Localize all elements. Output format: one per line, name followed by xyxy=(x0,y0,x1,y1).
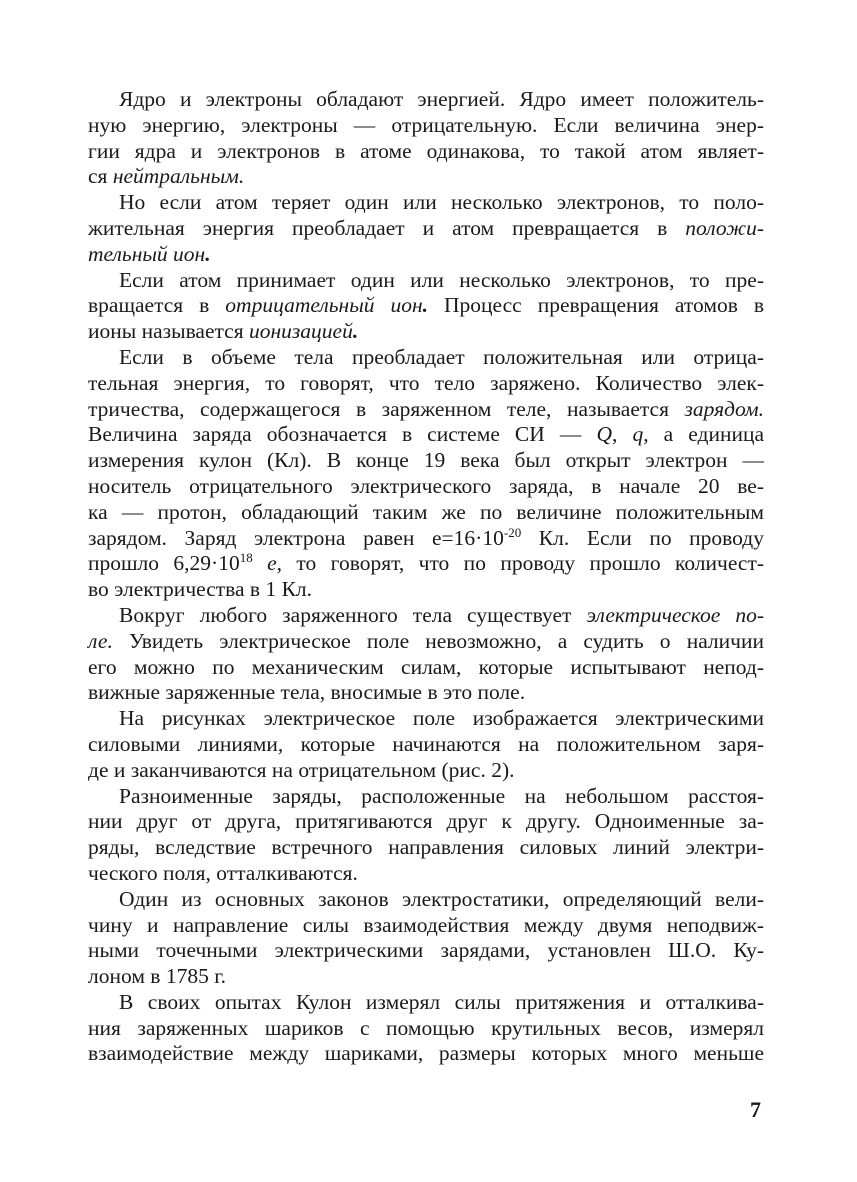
text-run: измерения кулон (Кл). В конце 19 века был открыт электрон — xyxy=(88,448,764,473)
text-line xyxy=(88,87,764,113)
page-number: 7 xyxy=(750,1097,761,1122)
text-line xyxy=(88,861,764,887)
text-run: ся xyxy=(88,164,113,189)
text-line xyxy=(88,422,764,448)
text-line xyxy=(88,113,764,139)
text-line xyxy=(88,732,764,758)
emphasized-text: q xyxy=(632,422,644,447)
text-run: Если атом принимает один или несколько электронов, то пре- xyxy=(119,267,764,292)
text-run: В своих опытах Кулон измерял силы притяжения и отталкива- xyxy=(119,989,764,1014)
emphasized-text: отрицательный ион xyxy=(225,293,423,318)
text-line xyxy=(88,577,764,603)
text-line xyxy=(88,474,764,500)
text-run: Если в объеме тела преобладает положительная или отрица- xyxy=(119,344,764,369)
text-run: тельная энергия, то говорят, что тело заряжено. Количество элек- xyxy=(88,370,764,395)
emphasized-text: нейтральным. xyxy=(112,164,245,189)
emphasized-text: положи- xyxy=(685,215,764,240)
text-line xyxy=(88,887,764,913)
text-line xyxy=(88,371,764,397)
emphasized-text: е xyxy=(267,551,277,576)
text-run: Разноименные заряды, расположенные на небольшом расстоя- xyxy=(119,783,764,808)
emphasized-text: . xyxy=(422,293,429,318)
text-run: нии друг от друга, притягиваются друг к другу. Одноименные за- xyxy=(88,809,764,834)
text-run: его можно по механическим силам, которые испытывают непод- xyxy=(88,654,764,679)
text-run: вращается в xyxy=(88,293,226,318)
text-line xyxy=(88,216,764,242)
text-line xyxy=(88,938,764,964)
text-run: во электричества в 1 Кл. xyxy=(88,577,313,602)
text-line xyxy=(88,448,764,474)
emphasized-text: тельный ион xyxy=(88,241,206,266)
paragraph xyxy=(88,345,764,603)
text-run: силовыми линиями, которые начинаются на положительном заря- xyxy=(88,731,764,756)
paragraph xyxy=(88,603,764,706)
text-line xyxy=(88,784,764,810)
text-line xyxy=(88,680,764,706)
text-line xyxy=(88,758,764,784)
text-line xyxy=(88,319,764,345)
text-run: ную энергию, электроны — отрицательную. Если величина энер- xyxy=(88,112,764,137)
text-line xyxy=(88,345,764,371)
text-line xyxy=(88,835,764,861)
text-run: вижные заряженные тела, вносимые в это поле. xyxy=(88,680,526,705)
text-run: ния заряженных шариков с помощью крутильных весов, измерял xyxy=(88,1015,764,1040)
paragraph xyxy=(88,784,764,887)
text-run: , xyxy=(611,422,633,447)
text-line xyxy=(88,990,764,1016)
text-line xyxy=(88,139,764,165)
text-line xyxy=(88,706,764,732)
text-line xyxy=(88,629,764,655)
text-run: прошло 6,29·10 xyxy=(88,551,240,576)
text-line xyxy=(88,964,764,990)
paragraph xyxy=(88,87,764,190)
text-run: Вокруг любого заряженного тела существует xyxy=(119,602,587,627)
text-run: ка — протон, обладающий таким же по величине положительным xyxy=(88,499,764,524)
emphasized-text: . xyxy=(352,319,359,344)
text-line xyxy=(88,1016,764,1042)
text-run: ными точечными электрическими зарядами, установлен Ш.О. Ку- xyxy=(88,938,764,963)
text-run: ческого поля, отталкиваются. xyxy=(88,860,358,885)
text-run: Но если атом теряет один или несколько электронов, то поло- xyxy=(119,190,764,215)
text-run: носитель отрицательного электрического заряда, в начале 20 ве- xyxy=(88,473,764,498)
text-line xyxy=(88,551,764,577)
text-run xyxy=(253,551,267,575)
emphasized-text: ле. xyxy=(88,628,113,653)
text-run: , то говорят, что по проводу прошло количест- xyxy=(276,551,765,576)
emphasized-text: . xyxy=(205,241,211,266)
text-line xyxy=(88,809,764,835)
text-line xyxy=(88,603,764,629)
paragraph xyxy=(88,190,764,267)
text-run: Процесс превращения атомов в xyxy=(428,293,764,318)
paragraph xyxy=(88,990,764,1067)
text-line xyxy=(88,1041,764,1067)
text-line xyxy=(88,913,764,939)
emphasized-text: ионизацией xyxy=(249,319,353,344)
text-run: тричества, содержащегося в заряженном теле, называется xyxy=(88,396,685,421)
text-run: ионы называется xyxy=(88,319,249,344)
text-run: , а единица xyxy=(643,422,765,447)
text-run: На рисунках электрическое поле изображается электрическими xyxy=(119,706,764,731)
text-line xyxy=(88,242,764,268)
superscript: 18 xyxy=(239,550,253,566)
emphasized-text: электрическое по- xyxy=(586,602,765,627)
text-line xyxy=(88,190,764,216)
text-line xyxy=(88,397,764,423)
text-run: Увидеть электрическое поле невозможно, а судить о наличии xyxy=(112,628,764,653)
text-run: де и заканчиваются на отрицательном (рис. 2). xyxy=(88,757,515,782)
text-run: чину и направление силы взаимодействия между двумя неподвиж- xyxy=(88,912,764,937)
text-run: Кл. Если по проводу xyxy=(521,525,764,550)
paragraph xyxy=(88,268,764,345)
superscript: -20 xyxy=(503,524,522,540)
text-line xyxy=(88,500,764,526)
text-line xyxy=(88,164,764,190)
text-line xyxy=(88,268,764,294)
text-run: Величина заряда обозначается в системе СИ — xyxy=(88,422,597,447)
text-run: лоном в 1785 г. xyxy=(88,964,226,989)
emphasized-text: Q xyxy=(596,422,612,447)
text-line xyxy=(88,526,764,552)
text-run: зарядом. Заряд электрона равен е=16·10 xyxy=(88,525,504,550)
text-run: Один из основных законов электростатики, определяющий вели- xyxy=(119,886,764,911)
text-line xyxy=(88,655,764,681)
text-run: жительная энергия преобладает и атом превращается в xyxy=(88,215,686,240)
text-run: гии ядра и электронов в атоме одинакова, то такой атом являет- xyxy=(88,138,764,163)
text-line xyxy=(88,293,764,319)
emphasized-text: зарядом. xyxy=(684,396,764,421)
paragraph xyxy=(88,887,764,990)
paragraph xyxy=(88,706,764,783)
text-run: Ядро и электроны обладают энергией. Ядро имеет положитель- xyxy=(119,87,764,111)
text-run: взаимодействие между шариками, размеры которых много меньше xyxy=(88,1041,764,1066)
text-run: ряды, вследствие встречного направления силовых линий электри- xyxy=(88,835,764,860)
body-text xyxy=(88,87,764,1067)
